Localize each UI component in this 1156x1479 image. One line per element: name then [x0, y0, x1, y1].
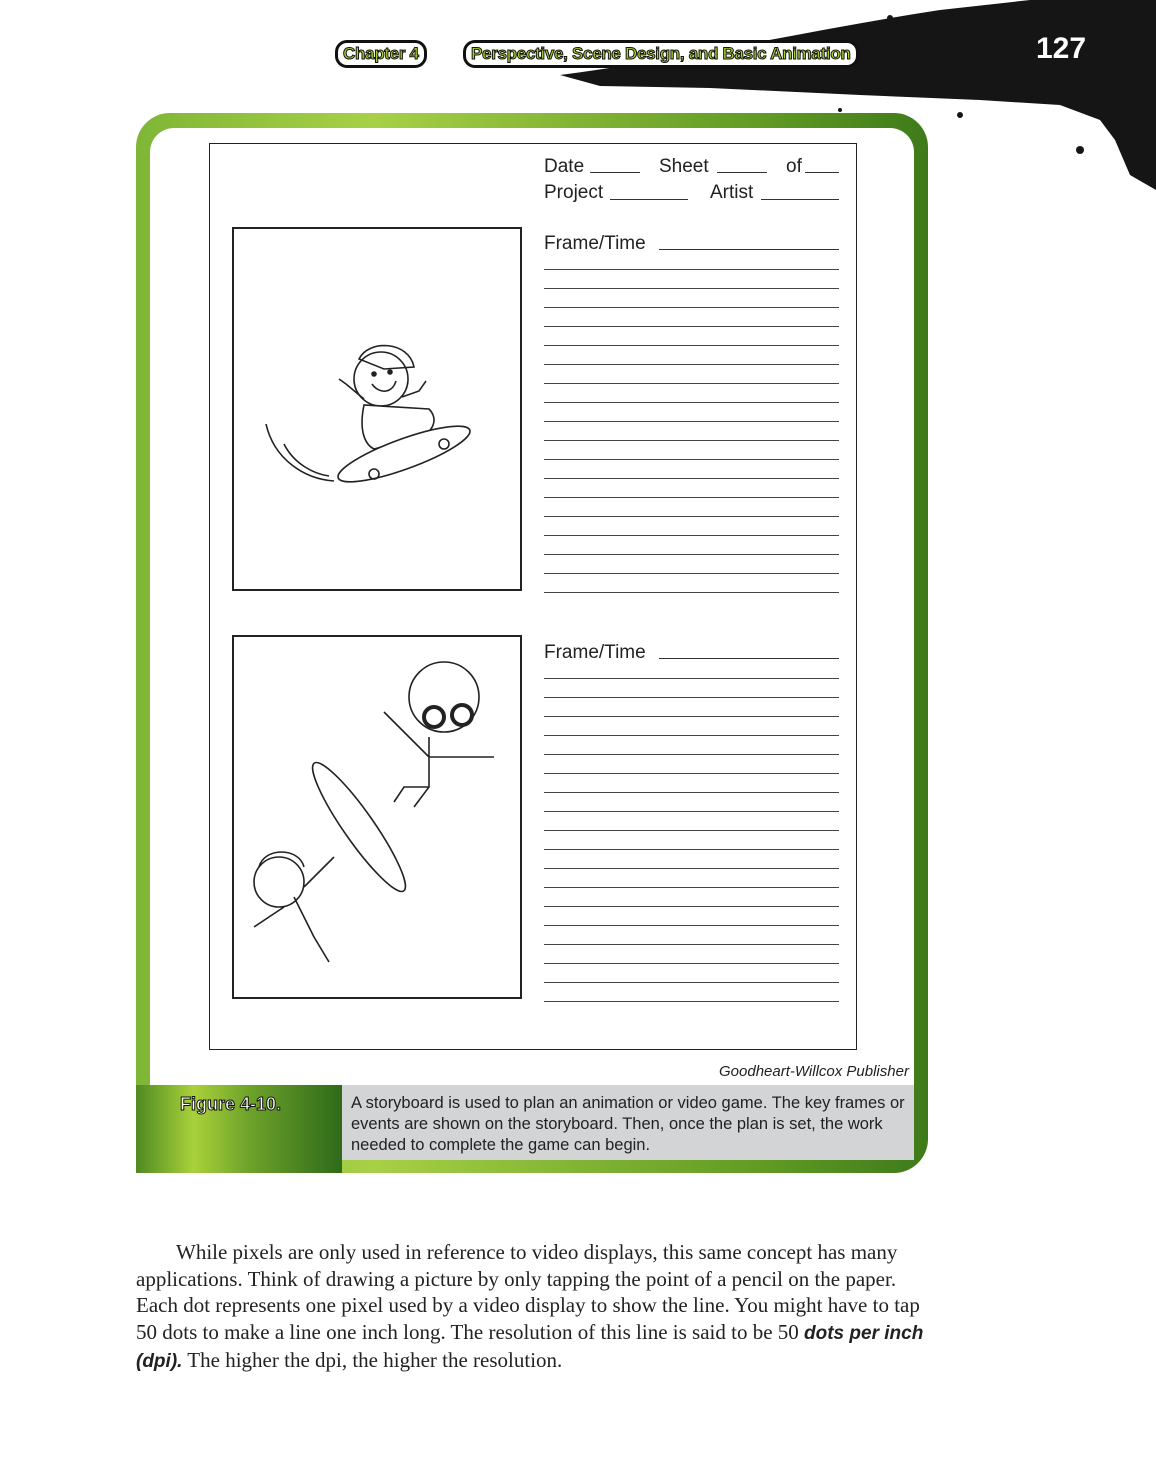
note-line — [544, 944, 839, 945]
note-line — [544, 554, 839, 555]
note-line — [544, 592, 839, 593]
frame-box-1 — [232, 227, 522, 591]
figure-label: Figure 4-10. — [180, 1094, 282, 1114]
note-line — [544, 459, 839, 460]
chapter-title: Perspective, Scene Design, and Basic Animation — [463, 40, 859, 68]
page-number: 127 — [1036, 32, 1087, 65]
note-line — [544, 792, 839, 793]
note-line — [544, 421, 839, 422]
chapter-label: Chapter 4 — [335, 40, 427, 68]
note-line — [544, 773, 839, 774]
note-line — [544, 383, 839, 384]
note-line — [544, 516, 839, 517]
artist-label: Artist — [710, 182, 754, 203]
sheet-label: Sheet — [659, 156, 709, 177]
note-line — [544, 1001, 839, 1002]
note-line — [544, 478, 839, 479]
note-line — [544, 754, 839, 755]
note-line — [544, 535, 839, 536]
note-line — [544, 345, 839, 346]
note-line — [544, 811, 839, 812]
note-line — [544, 402, 839, 403]
frame-time-label: Frame/Time — [544, 642, 646, 663]
figure-caption: A storyboard is used to plan an animation or video game. The key frames or events are shown on the storyboard. Then, once the plan is set, the work needed to complete the game can begin. — [351, 1094, 905, 1154]
body-text: The higher the dpi, the higher the resolution. — [182, 1348, 563, 1372]
body-text: While pixels are only used in reference to video displays, this same concept has many applications. Think of drawing a picture by only tapping the point of a pencil on the paper. Each dot represents one pixel used by a video display to show the line. You might have to tap 50 dots to make a line one inch long. The resolution of this line is said to be 50 — [136, 1240, 920, 1344]
note-line — [544, 849, 839, 850]
note-line — [544, 678, 839, 679]
note-line — [544, 364, 839, 365]
body-paragraph — [136, 1239, 926, 1376]
note-line — [544, 963, 839, 964]
note-line — [544, 735, 839, 736]
note-line — [544, 697, 839, 698]
key-term: dots per inch (dpi). — [136, 1322, 924, 1372]
note-line — [544, 887, 839, 888]
skeleton-skater-illustration — [234, 637, 524, 1001]
frame-box-2 — [232, 635, 522, 999]
note-line — [544, 868, 839, 869]
note-line — [544, 906, 839, 907]
date-label: Date — [544, 156, 585, 177]
note-line — [544, 830, 839, 831]
note-line — [544, 326, 839, 327]
note-line — [544, 288, 839, 289]
project-label: Project — [544, 182, 604, 203]
note-line — [544, 307, 839, 308]
note-line — [544, 573, 839, 574]
note-line — [544, 716, 839, 717]
note-line — [544, 440, 839, 441]
frame-time-label: Frame/Time — [544, 233, 646, 254]
note-line — [544, 982, 839, 983]
note-line — [544, 269, 839, 270]
note-line — [544, 925, 839, 926]
skateboarder-illustration — [234, 229, 524, 593]
note-line — [544, 497, 839, 498]
of-label: of — [786, 156, 802, 177]
figure-credit: Goodheart-Willcox Publisher — [719, 1063, 909, 1080]
